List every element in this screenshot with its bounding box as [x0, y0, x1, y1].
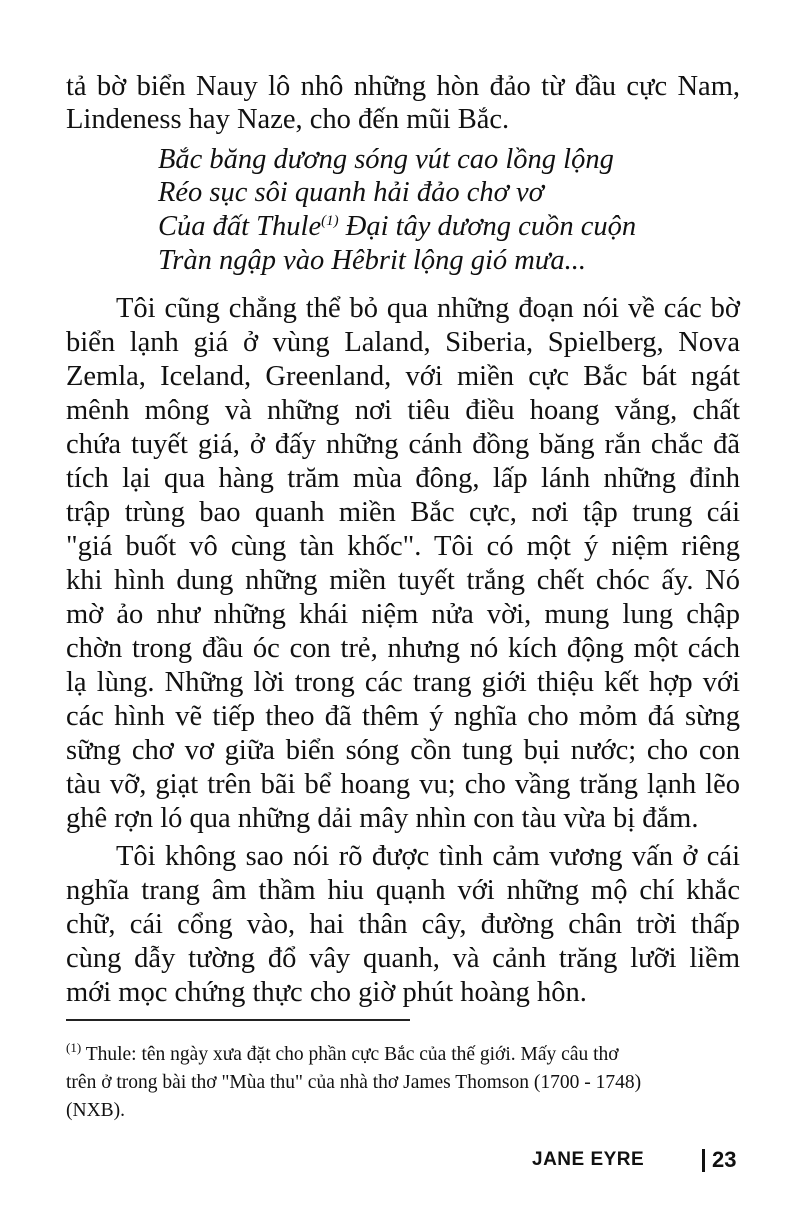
text-line: mờ ảo như những khái niệm nửa vời, mung lung chập — [66, 599, 740, 630]
text-line: chữ, cái cổng vào, hai thân cây, đường chân trời thấp — [66, 909, 740, 940]
text-line: tả bờ biển Nauy lô nhô những hòn đảo từ đầu cực Nam, — [66, 71, 740, 102]
text-line: nghĩa trang âm thầm hiu quạnh với những mộ chí khắc — [66, 875, 740, 906]
footer-divider — [702, 1149, 705, 1172]
text-line: các hình vẽ tiếp theo đã thêm ý nghĩa cho mỏm đá sừng — [66, 701, 740, 732]
text-line: "giá buốt vô cùng tàn khốc". Tôi có một ý niệm riêng — [66, 531, 740, 562]
page-number: 23 — [712, 1147, 737, 1172]
footnote-text: Thule: tên ngày xưa đặt cho phần cực Bắc của thế giới. Mấy câu thơ — [85, 1044, 619, 1065]
text-line: sững chơ vơ giữa biển sóng cồn tung bụi nước; cho con — [66, 735, 740, 766]
text-line: mới mọc chứng thực cho giờ phút hoàng hôn. — [66, 977, 587, 1008]
text-line: cùng dẫy tường đổ vây quanh, và cảnh trăng lưỡi liềm — [66, 943, 740, 974]
footnote-line: (NXB). — [66, 1100, 126, 1121]
text-line: khi hình dung những miền tuyết trắng chết chóc ấy. Nó — [66, 565, 740, 596]
footnote-line: trên ở trong bài thơ "Mùa thu" của nhà thơ James Thomson (1700 - 1748) — [66, 1072, 642, 1093]
footnote-marker: (1) — [66, 1040, 82, 1055]
verse-line — [158, 210, 636, 244]
text-line: trập trùng bao quanh miền Bắc cực, nơi tập trung cái — [66, 497, 740, 528]
text-line: lạ lùng. Những lời trong các trang giới thiệu kết hợp với — [66, 667, 740, 698]
text-line: chờn trong đầu óc con trẻ, nhưng nó kích động một cách — [66, 633, 740, 664]
running-footer-title: JANE EYRE — [532, 1149, 645, 1170]
text-line: tàu vỡ, giạt trên bãi bể hoang vu; cho vầng trăng lạnh lẽo — [66, 769, 740, 800]
verse-line: Bắc băng dương sóng vút cao lồng lộng — [158, 144, 614, 175]
text-line: tích lại qua hàng trăm mùa đông, lấp lánh những đỉnh — [66, 463, 740, 494]
footnote-reference: (1) — [321, 213, 339, 229]
verse-line-part: Đại tây dương cuồn cuộn — [345, 211, 637, 242]
verse-line-part: Của đất Thule — [158, 211, 322, 242]
verse-line: Tràn ngập vào Hêbrit lộng gió mưa... — [158, 245, 587, 276]
text-line: mênh mông và những nơi tiêu điều hoang vắng, chất — [66, 395, 740, 426]
footnote-line — [66, 1040, 619, 1067]
text-line: Lindeness hay Naze, cho đến mũi Bắc. — [66, 104, 510, 135]
text-line: chứa tuyết giá, ở đấy những cánh đồng băng rắn chắc đã — [66, 429, 740, 460]
text-line: biển lạnh giá ở vùng Laland, Siberia, Spielberg, Nova — [66, 327, 740, 358]
text-line: ghê rợn ló qua những dải mây nhìn con tàu vừa bị đắm. — [66, 803, 699, 834]
text-line: Zemla, Iceland, Greenland, với miền cực Bắc bát ngát — [66, 361, 740, 392]
footnote-divider — [66, 1019, 410, 1021]
text-line: Tôi không sao nói rõ được tình cảm vương vấn ở cái — [116, 841, 740, 872]
verse-line: Réo sục sôi quanh hải đảo chơ vơ — [158, 177, 544, 208]
text-line: Tôi cũng chẳng thể bỏ qua những đoạn nói về các bờ — [116, 293, 740, 324]
